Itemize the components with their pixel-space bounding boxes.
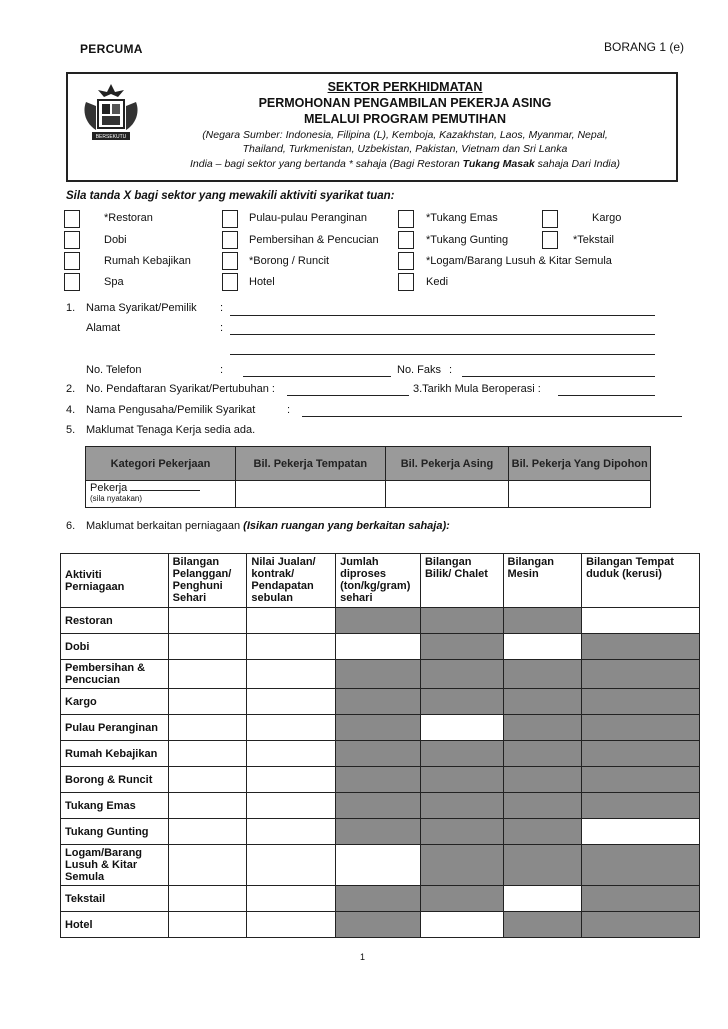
- colon: :: [220, 364, 224, 376]
- business-info-table: [60, 553, 700, 938]
- col-header: Bilangan Pelanggan/ Penghuni Sehari: [168, 554, 247, 608]
- q3-label: 3.Tarikh Mula Beroperasi :: [413, 383, 541, 395]
- title-source-countries-3: India – bagi sektor yang bertanda * sahaja (Bagi Restoran Tukang Masak sahaja Dari India): [190, 158, 620, 170]
- input-cell[interactable]: [168, 886, 247, 912]
- activity-label: Tukang Gunting: [61, 819, 169, 845]
- input-cell[interactable]: [247, 741, 336, 767]
- activity-label: Tekstail: [61, 886, 169, 912]
- title-program: MELALUI PROGRAM PEMUTIHAN: [303, 112, 507, 126]
- shaded-cell: [420, 634, 503, 660]
- activity-label: Hotel: [61, 912, 169, 938]
- input-cell[interactable]: [247, 912, 336, 938]
- checkbox-pembersihan[interactable]: [222, 231, 238, 249]
- input-cell[interactable]: [582, 819, 700, 845]
- shaded-cell: [420, 741, 503, 767]
- checkbox-borong-runcit[interactable]: [222, 252, 238, 270]
- shaded-cell: [582, 767, 700, 793]
- shaded-cell: [582, 793, 700, 819]
- shaded-cell: [420, 767, 503, 793]
- activity-label: Logam/Barang Lusuh & Kitar Semula: [61, 845, 169, 886]
- svg-text:BERSEKUTU: BERSEKUTU: [95, 134, 127, 140]
- shaded-cell: [582, 886, 700, 912]
- col-header: Bilangan Tempat duduk (kerusi): [582, 554, 700, 608]
- col-header: Nilai Jualan/ kontrak/ Pendapatan sebulan: [247, 554, 336, 608]
- table-row: [61, 793, 700, 819]
- col-header: Jumlah diproses (ton/kg/gram) sehari: [336, 554, 421, 608]
- shaded-cell: [582, 660, 700, 689]
- table-row: [61, 741, 700, 767]
- q6-label: Maklumat berkaitan perniagaan (Isikan ruangan yang berkaitan sahaja):: [86, 520, 450, 532]
- checkbox-kargo[interactable]: [542, 210, 558, 228]
- shaded-cell: [503, 660, 582, 689]
- input-cell[interactable]: [247, 689, 336, 715]
- input-cell[interactable]: [168, 715, 247, 741]
- input-cell[interactable]: [168, 689, 247, 715]
- sector-label: *Restoran: [104, 212, 153, 224]
- input-cell[interactable]: [247, 767, 336, 793]
- col-header: Bil. Pekerja Yang Dipohon: [509, 447, 651, 481]
- q2-number: 2.: [66, 383, 76, 395]
- input-cell[interactable]: [168, 912, 247, 938]
- shaded-cell: [503, 845, 582, 886]
- shaded-cell: [336, 715, 421, 741]
- table-row: [61, 912, 700, 938]
- registration-no-line[interactable]: [287, 395, 409, 396]
- input-cell[interactable]: [420, 715, 503, 741]
- shaded-cell: [582, 715, 700, 741]
- owner-name-line[interactable]: [302, 416, 682, 417]
- title-source-countries-1: (Negara Sumber: Indonesia, Filipina (L), Kemboja, Kazakhstan, Laos, Myanmar, Nepal,: [202, 129, 608, 141]
- activity-label: Kargo: [61, 689, 169, 715]
- col-header: Bilangan Mesin: [503, 554, 582, 608]
- shaded-cell: [336, 886, 421, 912]
- sector-label: Pembersihan & Pencucian: [249, 234, 379, 246]
- shaded-cell: [582, 912, 700, 938]
- input-cell[interactable]: [247, 634, 336, 660]
- title-source-countries-2: Thailand, Turkmenistan, Uzbekistan, Pakistan, Vietnam dan Sri Lanka: [242, 143, 568, 155]
- activity-label: Dobi: [61, 634, 169, 660]
- input-cell[interactable]: [247, 819, 336, 845]
- checkbox-tukang-gunting[interactable]: [398, 231, 414, 249]
- shaded-cell: [503, 793, 582, 819]
- address-line-2[interactable]: [230, 354, 655, 355]
- table-row: [61, 715, 700, 741]
- sector-label: Rumah Kebajikan: [104, 255, 191, 267]
- input-cell[interactable]: [336, 634, 421, 660]
- checkbox-spa[interactable]: [64, 273, 80, 291]
- shaded-cell: [420, 660, 503, 689]
- shaded-cell: [420, 886, 503, 912]
- col-header: Bilangan Bilik/ Chalet: [420, 554, 503, 608]
- sector-label: *Tukang Emas: [426, 212, 498, 224]
- title-application: PERMOHONAN PENGAMBILAN PEKERJA ASING: [258, 96, 552, 110]
- col-header: Aktiviti Perniagaan: [61, 554, 169, 608]
- input-cell[interactable]: [336, 845, 421, 886]
- q6-number: 6.: [66, 520, 76, 532]
- shaded-cell: [582, 689, 700, 715]
- q1-label: Nama Syarikat/Pemilik: [86, 302, 197, 314]
- table-row: [61, 689, 700, 715]
- table-row: [61, 660, 700, 689]
- foreign-workers-cell[interactable]: [385, 481, 509, 508]
- checkbox-logam[interactable]: [398, 252, 414, 270]
- colon: :: [287, 404, 291, 416]
- input-cell[interactable]: [168, 819, 247, 845]
- activity-label: Rumah Kebajikan: [61, 741, 169, 767]
- q1-number: 1.: [66, 302, 76, 314]
- address-label: Alamat: [86, 322, 121, 334]
- company-name-line[interactable]: [230, 315, 655, 316]
- activity-label: Tukang Emas: [61, 793, 169, 819]
- checkbox-kedi[interactable]: [398, 273, 414, 291]
- input-cell[interactable]: [503, 886, 582, 912]
- sector-instruction: Sila tanda X bagi sektor yang mewakili aktiviti syarikat tuan:: [66, 190, 395, 202]
- shaded-cell: [336, 793, 421, 819]
- input-cell[interactable]: [168, 608, 247, 634]
- shaded-cell: [503, 689, 582, 715]
- shaded-cell: [503, 819, 582, 845]
- colon: :: [449, 364, 453, 376]
- colon: :: [220, 302, 224, 314]
- shaded-cell: [420, 819, 503, 845]
- shaded-cell: [336, 819, 421, 845]
- form-free-label: PERCUMA: [80, 42, 143, 56]
- checkbox-rumah-kebajikan[interactable]: [64, 252, 80, 270]
- activity-label: Pembersihan & Pencucian: [61, 660, 169, 689]
- input-cell[interactable]: [168, 660, 247, 689]
- checkbox-hotel[interactable]: [222, 273, 238, 291]
- input-cell[interactable]: [420, 912, 503, 938]
- input-cell[interactable]: [247, 793, 336, 819]
- table-row: [61, 845, 700, 886]
- form-code: BORANG 1 (e): [603, 40, 684, 54]
- q5-number: 5.: [66, 424, 76, 436]
- shaded-cell: [503, 715, 582, 741]
- table-row: [61, 767, 700, 793]
- page-number: 1: [360, 952, 366, 962]
- requested-workers-cell[interactable]: [509, 481, 651, 508]
- activity-label: Restoran: [61, 608, 169, 634]
- shaded-cell: [336, 660, 421, 689]
- checkbox-dobi[interactable]: [64, 231, 80, 249]
- q4-number: 4.: [66, 404, 76, 416]
- input-cell[interactable]: [247, 715, 336, 741]
- address-line-1[interactable]: [230, 334, 655, 335]
- q2-label: No. Pendaftaran Syarikat/Pertubuhan :: [86, 383, 275, 395]
- input-cell[interactable]: [168, 741, 247, 767]
- shaded-cell: [582, 634, 700, 660]
- shaded-cell: [336, 741, 421, 767]
- shaded-cell: [336, 767, 421, 793]
- shaded-cell: [336, 912, 421, 938]
- sector-label: Kargo: [592, 212, 622, 224]
- checkbox-tukang-emas[interactable]: [398, 210, 414, 228]
- sector-label: *Tukang Gunting: [426, 234, 509, 246]
- title-sector: SEKTOR PERKHIDMATAN: [327, 80, 483, 94]
- job-category-cell[interactable]: [86, 481, 236, 508]
- col-header: Bil. Pekerja Asing: [385, 447, 509, 481]
- checkbox-tekstail[interactable]: [542, 231, 558, 249]
- table-row: [61, 819, 700, 845]
- shaded-cell: [336, 608, 421, 634]
- phone-line[interactable]: [243, 376, 391, 377]
- checkbox-pulau-peranginan[interactable]: [222, 210, 238, 228]
- input-cell[interactable]: [168, 845, 247, 886]
- fax-line[interactable]: [462, 376, 655, 377]
- input-cell[interactable]: [247, 845, 336, 886]
- sector-label: *Logam/Barang Lusuh & Kitar Semula: [426, 255, 612, 267]
- q4-label: Nama Pengusaha/Pemilik Syarikat: [86, 404, 256, 416]
- input-cell[interactable]: [168, 793, 247, 819]
- workforce-table: [85, 446, 651, 508]
- coat-of-arms-icon: [80, 80, 142, 150]
- shaded-cell: [420, 608, 503, 634]
- shaded-cell: [582, 741, 700, 767]
- sector-label: *Borong / Runcit: [249, 255, 330, 267]
- input-cell[interactable]: [168, 634, 247, 660]
- input-cell[interactable]: [247, 608, 336, 634]
- shaded-cell: [420, 845, 503, 886]
- shaded-cell: [336, 689, 421, 715]
- job-category-label: Pekerja: [86, 481, 235, 494]
- sector-label: Dobi: [104, 234, 127, 246]
- shaded-cell: [503, 741, 582, 767]
- input-cell[interactable]: [503, 634, 582, 660]
- table-row: [61, 886, 700, 912]
- shaded-cell: [420, 793, 503, 819]
- input-cell[interactable]: [247, 886, 336, 912]
- job-category-note: (sila nyatakan): [90, 494, 143, 503]
- colon: :: [220, 322, 224, 334]
- input-cell[interactable]: [168, 767, 247, 793]
- shaded-cell: [420, 689, 503, 715]
- shaded-cell: [503, 608, 582, 634]
- input-cell[interactable]: [247, 660, 336, 689]
- start-date-line[interactable]: [558, 395, 655, 396]
- input-cell[interactable]: [582, 608, 700, 634]
- sector-label: Spa: [104, 276, 124, 288]
- col-header: Kategori Pekerjaan: [86, 447, 236, 481]
- sector-label: *Tekstail: [573, 234, 614, 246]
- phone-label: No. Telefon: [86, 364, 142, 376]
- activity-label: Pulau Peranginan: [61, 715, 169, 741]
- shaded-cell: [503, 912, 582, 938]
- shaded-cell: [503, 767, 582, 793]
- q5-label: Maklumat Tenaga Kerja sedia ada.: [86, 424, 256, 436]
- col-header: Bil. Pekerja Tempatan: [236, 447, 386, 481]
- sector-label: Hotel: [249, 276, 275, 288]
- checkbox-restoran[interactable]: [64, 210, 80, 228]
- shaded-cell: [582, 845, 700, 886]
- table-row: [61, 608, 700, 634]
- local-workers-cell[interactable]: [236, 481, 386, 508]
- table-row: [61, 634, 700, 660]
- sector-label: Pulau-pulau Peranginan: [249, 212, 368, 224]
- activity-label: Borong & Runcit: [61, 767, 169, 793]
- sector-label: Kedi: [426, 276, 449, 288]
- fax-label: No. Faks: [397, 364, 442, 376]
